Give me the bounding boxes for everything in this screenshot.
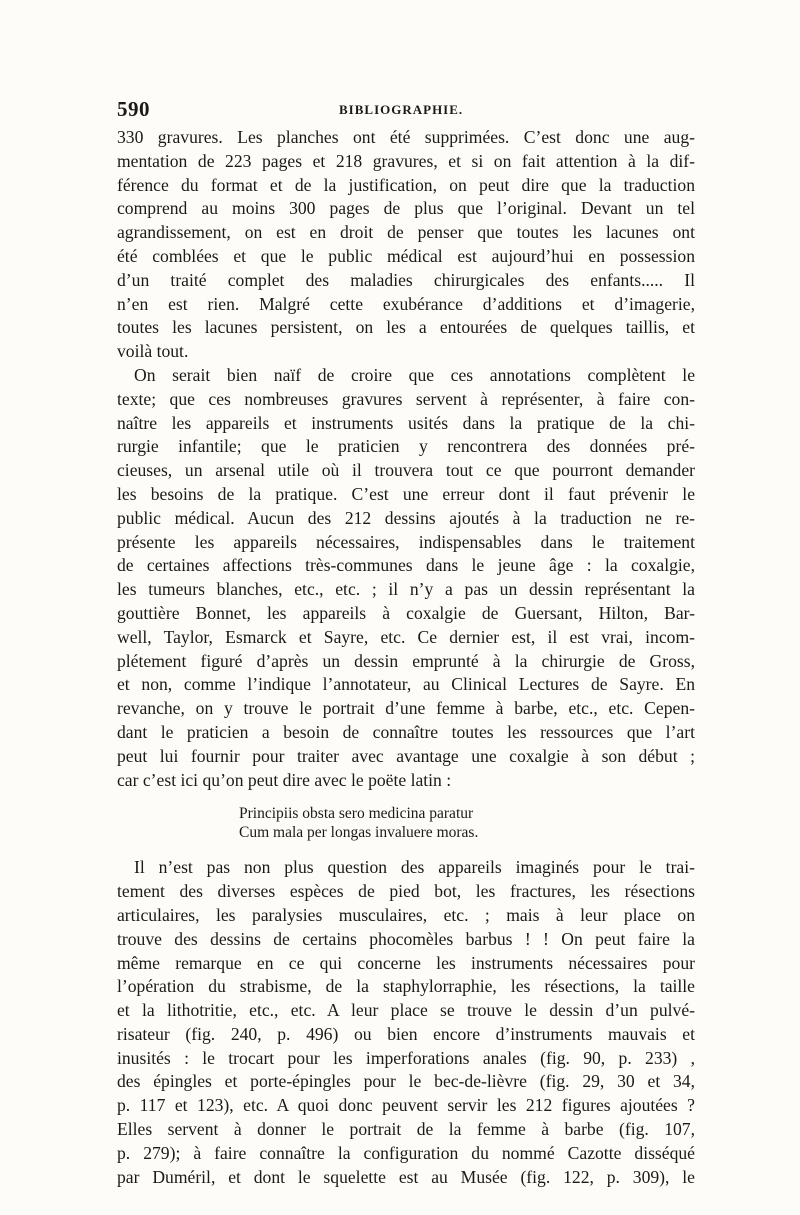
text-line: férence du format et de la justification, on peut dire que la traduction <box>117 174 695 195</box>
quote-line: Cum mala per longas invaluere moras. <box>239 824 479 842</box>
text-line: présente les appareils nécessaires, indispensables dans le traitement <box>117 531 695 552</box>
text-line: tement des diverses espèces de pied bot, les fractures, les résections <box>117 881 695 902</box>
text-line: revanche, on y trouve le portrait d’une femme à barbe, etc., etc. Cepen- <box>117 698 695 719</box>
text-line: l’opération du strabisme, de la staphylorraphie, les résections, la taille <box>117 976 695 997</box>
text-line: texte; que ces nombreuses gravures servent à représenter, à faire con- <box>117 388 695 409</box>
text-line: well, Taylor, Esmarck et Sayre, etc. Ce dernier est, il est vrai, incom- <box>117 626 695 647</box>
text-line: On serait bien naïf de croire que ces annotations complètent le <box>134 364 695 385</box>
text-line: plétement figuré d’après un dessin emprunté à la chirurgie de Gross, <box>117 650 695 671</box>
text-line: rurgie infantile; que le praticien y rencontrera des données pré- <box>117 436 695 457</box>
page-number: 590 <box>117 97 150 121</box>
text-line: n’en est rien. Malgré cette exubérance d’additions et d’imagerie, <box>117 293 695 314</box>
latin-quotation <box>117 804 695 842</box>
text-line: agrandissement, on est en droit de penser que toutes les lacunes ont <box>117 222 695 243</box>
text-line: et non, comme l’indique l’annotateur, au Clinical Lectures de Sayre. En <box>117 674 695 695</box>
text-line: des épingles et porte-épingles pour le bec-de-lièvre (fig. 29, 30 et 34, <box>117 1071 695 1092</box>
body-text <box>117 126 695 1189</box>
text-line: articulaires, les paralysies musculaires, etc. ; mais à leur place on <box>117 904 695 925</box>
text-line: gouttière Bonnet, les appareils à coxalgie de Guersant, Hilton, Bar- <box>117 602 695 623</box>
text-line: public médical. Aucun des 212 dessins ajoutés à la traduction ne re- <box>117 507 695 528</box>
text-line: de certaines affections très-communes dans le jeune âge : la coxalgie, <box>117 555 695 576</box>
text-line: p. 279); à faire connaître la configuration du nommé Cazotte disséqué <box>117 1142 695 1163</box>
paragraph-3 <box>117 856 695 1189</box>
text-line: voilà tout. <box>117 341 189 362</box>
text-line: naître les appareils et instruments usités dans la pratique de la chi- <box>117 412 695 433</box>
text-line: les tumeurs blanches, etc., etc. ; il n’y a pas un dessin représentant la <box>117 579 695 600</box>
text-line: peut lui fournir pour traiter avec avantage une coxalgie à son début ; <box>117 745 695 766</box>
quote-line: Principiis obsta sero medicina paratur <box>239 805 474 823</box>
paragraph-2 <box>117 364 695 792</box>
text-line: inusités : le trocart pour les imperforations anales (fig. 90, p. 233) , <box>117 1047 695 1068</box>
text-line: dant le praticien a besoin de connaître toutes les ressources que l’art <box>117 721 695 742</box>
text-line: 330 gravures. Les planches ont été supprimées. C’est donc une aug- <box>117 127 695 147</box>
text-line: par Duméril, et dont le squelette est au Musée (fig. 122, p. 309), le <box>117 1166 695 1187</box>
text-line: et la lithotritie, etc., etc. A leur place se trouve le dessin d’un pulvé- <box>117 1000 695 1021</box>
text-line: car c’est ici qu’on peut dire avec le poëte latin : <box>117 769 452 790</box>
text-line: même remarque en ce qui concerne les instruments nécessaires pour <box>117 952 695 973</box>
text-line: toutes les lacunes persistent, on les a entourées de quelques taillis, et <box>117 317 695 338</box>
text-line: mentation de 223 pages et 218 gravures, et si on fait attention à la dif- <box>117 150 695 171</box>
running-head: BIBLIOGRAPHIE. <box>339 102 464 117</box>
text-line: d’un traité complet des maladies chirurgicales des enfants..... Il <box>117 269 695 290</box>
text-line: comprend au moins 300 pages de plus que l’original. Devant un tel <box>117 198 695 219</box>
paragraph-1 <box>117 126 695 364</box>
text-line: risateur (fig. 240, p. 496) ou bien encore d’instruments mauvais et <box>117 1023 695 1044</box>
text-line: les besoins de la pratique. C’est une erreur dont il faut prévenir le <box>117 483 695 504</box>
text-line: été comblées et que le public médical est aujourd’hui en possession <box>117 245 695 266</box>
text-line: Elles servent à donner le portrait de la femme à barbe (fig. 107, <box>117 1119 695 1140</box>
page-header <box>117 97 695 121</box>
text-line: cieuses, un arsenal utile où il trouvera tout ce que pourront demander <box>117 460 695 481</box>
text-line: trouve des dessins de certains phocomèles barbus ! ! On peut faire la <box>117 928 695 949</box>
text-line: Il n’est pas non plus question des appareils imaginés pour le trai- <box>134 857 695 878</box>
text-line: p. 117 et 123), etc. A quoi donc peuvent servir les 212 figures ajoutées ? <box>117 1095 695 1116</box>
